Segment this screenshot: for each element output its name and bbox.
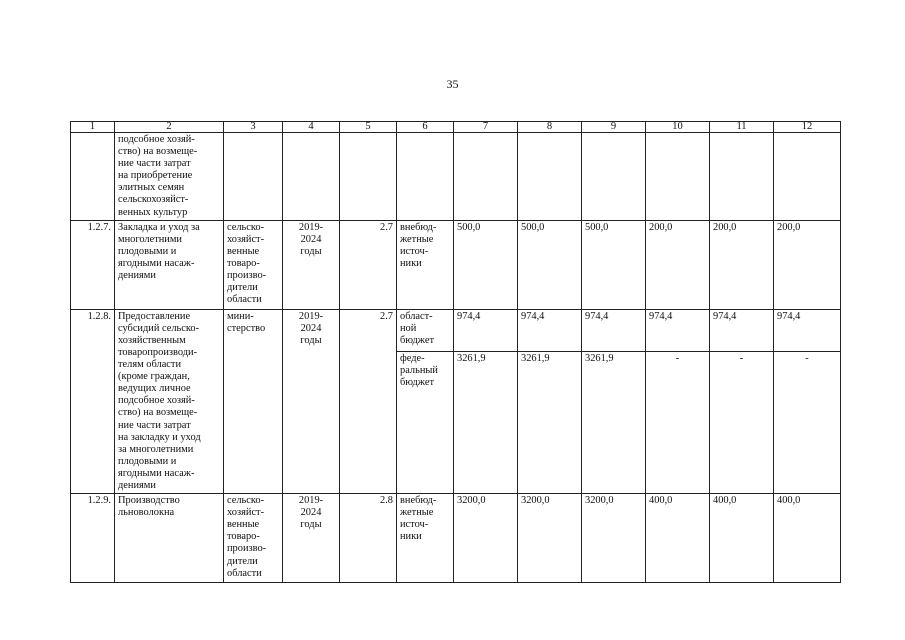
value-cell: 3200,0 (582, 494, 646, 583)
value-cell: 200,0 (774, 220, 841, 309)
value-cell: 400,0 (646, 494, 710, 583)
header-cell: 1 (71, 122, 115, 133)
value-cell: 974,4 (518, 309, 582, 351)
indicator-cell: 2.7 (340, 220, 397, 309)
indicator-cell: 2.7 (340, 309, 397, 493)
funding-source-cell: внебюд- жетные источ- ники (397, 494, 454, 583)
period-cell: 2019- 2024 годы (283, 494, 340, 583)
value-cell: 3261,9 (582, 351, 646, 493)
table-row (71, 494, 841, 583)
value-cell: 3261,9 (454, 351, 518, 493)
header-cell: 2 (115, 122, 224, 133)
funding-source-cell: област- ной бюджет (397, 309, 454, 351)
measure-name-cell: Закладка и уход за многолетними плодовыми и ягодными насаж- дениями (115, 220, 224, 309)
measure-name-cell: Производство льноволокна (115, 494, 224, 583)
header-cell: 7 (454, 122, 518, 133)
funding-source-cell: внебюд- жетные источ- ники (397, 220, 454, 309)
row-number-cell (71, 133, 115, 221)
budget-table (70, 121, 841, 583)
executor-cell: сельско- хозяйст- венные товаро- произво- дители области (224, 494, 283, 583)
header-cell: 12 (774, 122, 841, 133)
value-cell: 400,0 (710, 494, 774, 583)
value-cell: - (710, 351, 774, 493)
value-cell: 974,4 (774, 309, 841, 351)
value-cell: - (774, 351, 841, 493)
table-row (71, 220, 841, 309)
value-cell: 974,4 (646, 309, 710, 351)
value-cell: 200,0 (646, 220, 710, 309)
value-cell: - (646, 351, 710, 493)
header-cell: 9 (582, 122, 646, 133)
period-cell: 2019- 2024 годы (283, 309, 340, 493)
executor-cell: сельско- хозяйст- венные товаро- произво- дители области (224, 220, 283, 309)
header-cell: 5 (340, 122, 397, 133)
indicator-cell: 2.8 (340, 494, 397, 583)
value-cell: 974,4 (582, 309, 646, 351)
page-number: 35 (446, 77, 459, 91)
value-cell: 500,0 (454, 220, 518, 309)
measure-name-cell: Предоставление субсидий сельско- хозяйственным товаропроизводи- телям области (кроме граждан, ведущих личное подсобное хозяй- ство) на возмеще- ние части затрат на закладку и уход за многолетними плодовыми и ягодными насаж- дениями (115, 309, 224, 493)
row-number-cell: 1.2.8. (71, 309, 115, 493)
value-cell: 3200,0 (454, 494, 518, 583)
row-number-cell: 1.2.7. (71, 220, 115, 309)
value-cell: 400,0 (774, 494, 841, 583)
measure-name-cell: подсобное хозяй- ство) на возмеще- ние части затрат на приобретение элитных семян сельскохозяйст- венных культур (115, 133, 224, 221)
row-number-cell: 1.2.9. (71, 494, 115, 583)
header-cell: 4 (283, 122, 340, 133)
value-cell: 974,4 (710, 309, 774, 351)
value-cell: 3200,0 (518, 494, 582, 583)
value-cell: 3261,9 (518, 351, 582, 493)
value-cell: 200,0 (710, 220, 774, 309)
header-cell: 10 (646, 122, 710, 133)
header-cell: 11 (710, 122, 774, 133)
table-row (71, 133, 841, 221)
value-cell: 500,0 (582, 220, 646, 309)
header-cell: 3 (224, 122, 283, 133)
executor-cell: мини- стерство (224, 309, 283, 493)
value-cell: 500,0 (518, 220, 582, 309)
header-row (71, 122, 841, 133)
header-cell: 6 (397, 122, 454, 133)
table-row (71, 309, 841, 351)
value-cell: 974,4 (454, 309, 518, 351)
header-cell: 8 (518, 122, 582, 133)
period-cell: 2019- 2024 годы (283, 220, 340, 309)
funding-source-cell: феде- ральный бюджет (397, 351, 454, 493)
